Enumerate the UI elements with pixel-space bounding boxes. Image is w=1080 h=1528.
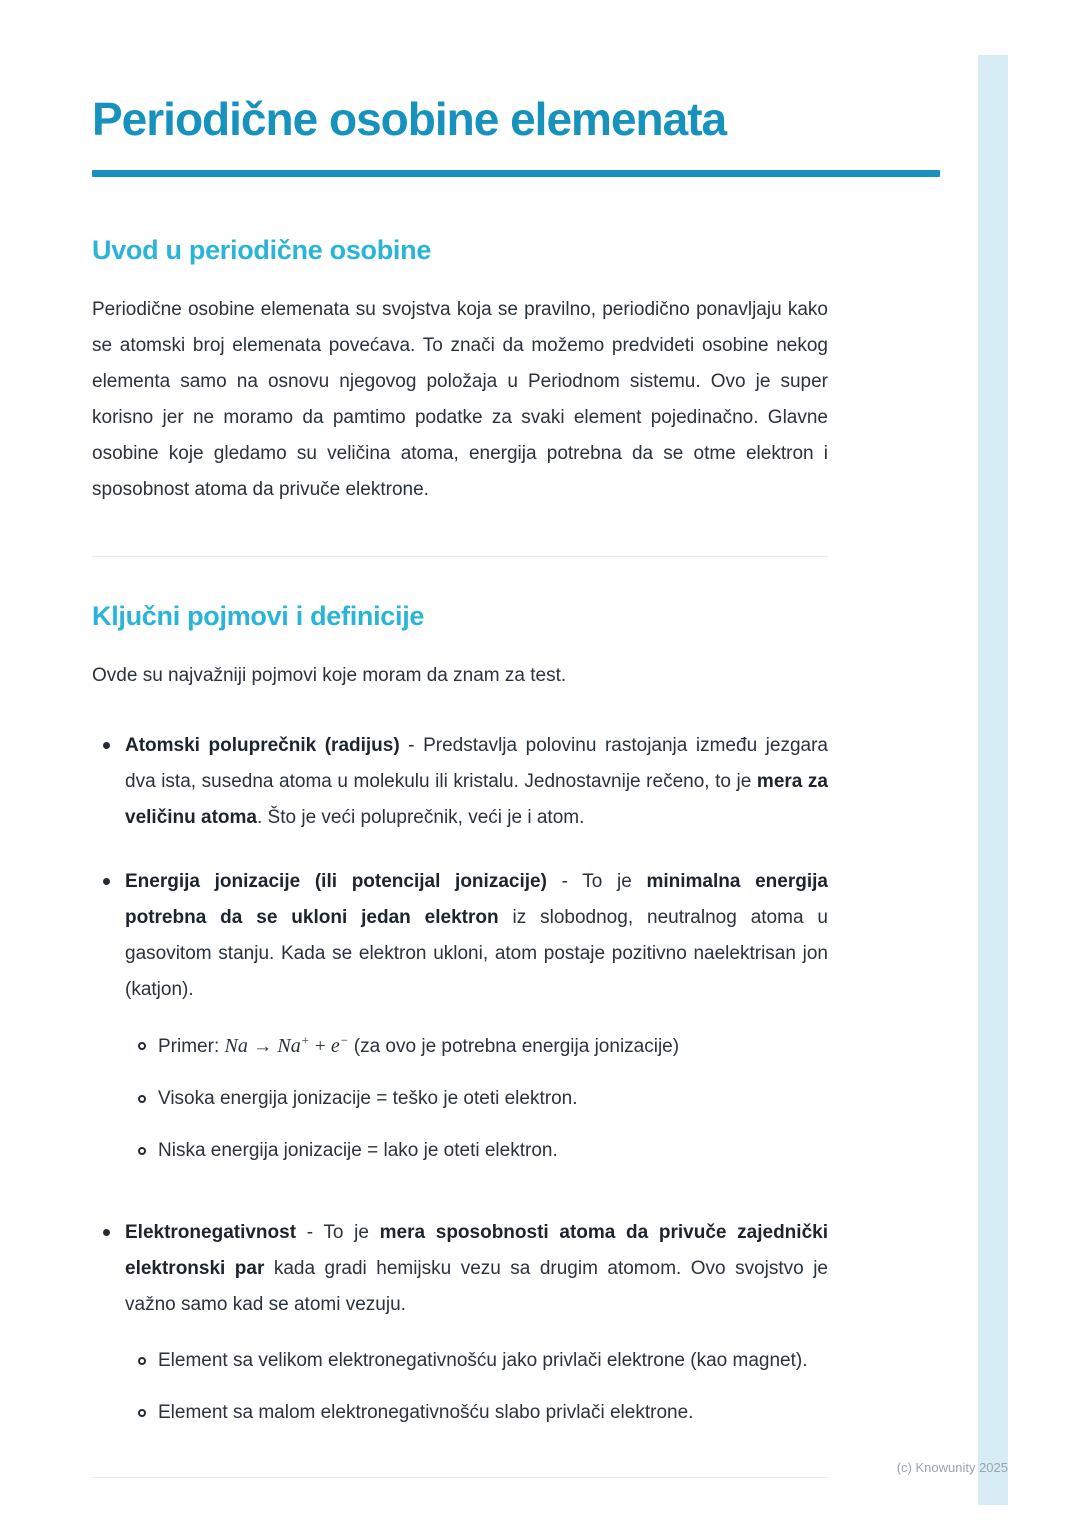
- example-equation-line: [158, 1030, 828, 1063]
- bullet-disc-icon: [103, 878, 110, 885]
- term-text: - To je: [546, 871, 647, 892]
- math-electron: e: [330, 1035, 340, 1057]
- sub-bullet-circle-icon: [138, 1042, 146, 1050]
- term-definition-ionization-energy: [125, 864, 828, 1008]
- sub-item-high-ionization: [125, 1083, 828, 1115]
- term-bold-phrase: mera sposobnosti atoma da privuče zajednički elektronski par: [125, 1222, 828, 1279]
- sub-item-text: Niska energija jonizacije = lako je oteti elektron.: [158, 1140, 558, 1161]
- math-plus-sign: +: [314, 1036, 326, 1057]
- copyright-footer: (c) Knowunity 2025: [896, 1460, 1008, 1475]
- sub-bullet-circle-icon: [138, 1147, 146, 1155]
- sub-marker-column: [125, 1030, 158, 1063]
- section-divider-top: [92, 556, 828, 557]
- term-name: Atomski poluprečnik (radijus): [125, 735, 400, 756]
- sub-item-high-electronegativity: [125, 1345, 828, 1377]
- bullet-content: [125, 1215, 828, 1449]
- section-key-terms: [92, 601, 828, 1449]
- key-terms-list: [92, 728, 828, 1449]
- math-electron-charge: −: [339, 1032, 349, 1048]
- section-intro: [92, 235, 828, 508]
- sub-item-text: Visoka energija jonizacije = teško je oteti elektron.: [158, 1088, 578, 1109]
- intro-paragraph: Periodične osobine elemenata su svojstva koja se pravilno, periodično ponavljaju kako se atomski broj elemenata povećava. To znači da možemo predvideti osobine nekog elementa samo na osnovu njegovog položaja u Periodnom sistemu. Ovo je super korisno jer ne moramo da pamtimo podatke za svaki element pojedinačno. Glavne osobine koje gledamo su veličina atoma, energija potrebna da se otme elektron i sposobnost atoma da privuče elektrone.: [92, 299, 828, 500]
- key-terms-intro: Ovde su najvažniji pojmovi koje moram da znam za test.: [92, 665, 567, 686]
- term-text: . Što je veći poluprečnik, veći je i atom.: [257, 807, 585, 828]
- title-underline-bar: [92, 170, 940, 177]
- sub-item-text: Element sa velikom elektronegativnošću jako privlači elektrone (kao magnet).: [158, 1350, 808, 1371]
- term-definition-electronegativity: [125, 1215, 828, 1323]
- electronegativity-sub-list: [125, 1345, 828, 1429]
- example-suffix: (za ovo je potrebna energija jonizacije): [348, 1036, 680, 1057]
- math-reactant: Na: [224, 1035, 248, 1057]
- sub-item-low-ionization: [125, 1135, 828, 1167]
- bullet-marker-column: [92, 864, 125, 1187]
- term-text: - Predstavlja polovinu rastojanja između jezgara dva ista, susedna atoma u molekulu ili kristalu. Jednostavnije rečeno, to je: [125, 735, 828, 792]
- term-definition-atomic-radius: [125, 728, 828, 836]
- math-product: Na: [277, 1035, 301, 1057]
- sub-bullet-circle-icon: [138, 1095, 146, 1103]
- sub-bullet-circle-icon: [138, 1357, 146, 1365]
- bullet-content: [125, 728, 828, 836]
- bullet-marker-column: [92, 1215, 125, 1449]
- term-text: kada gradi hemijsku vezu sa drugim atomom. Ovo svojstvo je važno samo kad se atomi vezuju.: [125, 1258, 829, 1315]
- sub-marker-column: [125, 1135, 158, 1167]
- section-heading-key-terms: Ključni pojmovi i definicije: [92, 601, 425, 631]
- page-title: Periodične osobine elemenata: [92, 93, 727, 145]
- section-divider-bottom: [92, 1477, 828, 1478]
- bullet-marker-column: [92, 728, 125, 836]
- bullet-disc-icon: [103, 1229, 110, 1236]
- term-bold-phrase: mera za veličinu atoma: [125, 771, 828, 828]
- ionization-sub-list: [125, 1030, 828, 1167]
- term-text: - To je: [296, 1222, 380, 1243]
- page-edge-strip: [978, 55, 1008, 1505]
- sub-item-low-electronegativity: [125, 1397, 828, 1429]
- bullet-content: [125, 864, 828, 1187]
- sub-marker-column: [125, 1397, 158, 1429]
- term-name: Elektronegativnost: [125, 1222, 297, 1243]
- math-product-charge: +: [300, 1032, 310, 1048]
- term-text: iz slobodnog, neutralnog atoma u gasovitom stanju. Kada se elektron ukloni, atom postaje pozitivno naelektrisan jon (katjon).: [125, 907, 828, 1000]
- term-name: Energija jonizacije (ili potencijal jonizacije): [125, 871, 547, 892]
- term-bold-phrase: minimalna energija potrebna da se ukloni jedan elektron: [125, 871, 828, 928]
- sub-marker-column: [125, 1083, 158, 1115]
- sub-bullet-circle-icon: [138, 1409, 146, 1417]
- section-heading-intro: Uvod u periodične osobine: [92, 235, 432, 265]
- content-area: [92, 0, 828, 1478]
- sub-item-text: Element sa malom elektronegativnošću slabo privlači elektrone.: [158, 1402, 694, 1423]
- example-prefix: Primer:: [158, 1036, 225, 1057]
- sub-item-example: [125, 1030, 828, 1063]
- list-item-atomic-radius: [92, 728, 828, 836]
- list-item-ionization-energy: [92, 864, 828, 1187]
- bullet-disc-icon: [103, 742, 110, 749]
- list-item-electronegativity: [92, 1215, 828, 1449]
- sub-marker-column: [125, 1345, 158, 1377]
- reaction-arrow-icon: →: [253, 1036, 273, 1057]
